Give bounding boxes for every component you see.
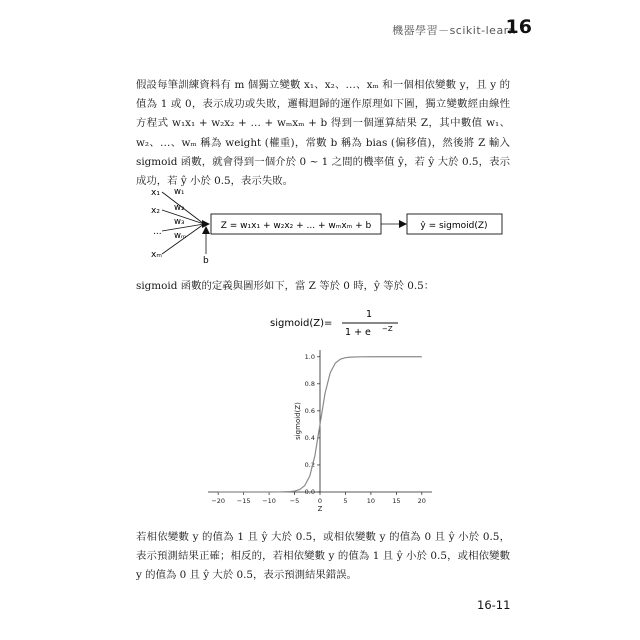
formula-numerator: 1 [365,309,373,320]
weight-w1: w₁ [174,187,185,197]
x-tick-label: 0 [317,497,323,505]
arrowhead-output [399,220,407,228]
x-tick-label: 15 [392,497,401,505]
x-axis-label: Z [317,505,323,513]
weight-w3: w₃ [174,217,185,227]
formula-exponent: −Z [382,325,393,333]
bias-label: b [203,256,209,266]
formula-denominator: 1 + e [345,327,371,338]
linear-equation-text: Z = w₁x₁ + w₂x₂ + ... + wₘxₘ + b [220,221,372,231]
page-number: 16-11 [477,598,511,612]
y-tick-label: 0.2 [304,461,315,470]
formula-lhs: sigmoid(Z)= [270,318,333,329]
weight-w2: w₂ [174,203,185,213]
x-tick-label: −15 [236,497,251,505]
y-tick-label: 0.0 [304,488,315,497]
input-x1: x₁ [151,188,160,198]
x-tick-label: −20 [211,497,226,505]
paragraph-intro: 假設每筆訓練資料有 m 個獨立變數 x₁、x₂、…、xₘ 和一個相依變數 y，且 y 的值為 1 或 0，表示成功或失敗，邏輯迴歸的運作原理如下圖，獨立變數經由線性方程式 w₁x₁ + w₂x₂ + … + wₘxₘ + b 得到一個運算結果 Z，其中數值 w₁、w₂、…、wₘ 稱為 weight (權重)，常數 b 稱為 bias (偏移值)，然後將 Z 輸入 sigmoid 函數，就會得到一個介於 0 ~ 1 之間的機率值 ŷ，若 ŷ 大於 0.5，表示成功，若 ŷ 小於 0.5，表示失敗。 [136,79,510,188]
x-tick-label: 20 [417,497,426,505]
running-header: 機器學習－scikit-learn [392,24,516,37]
paragraph-sigmoid-intro: sigmoid 函數的定義與圖形如下，當 Z 等於 0 時，ŷ 等於 0.5： [136,280,435,292]
x-tick-label: 5 [343,497,348,505]
x-tick-label: 10 [366,497,376,505]
y-tick-label: 0.8 [304,380,315,389]
y-tick-label: 0.6 [304,407,315,416]
input-x2: x₂ [151,206,160,216]
y-axis-label: sigmoid(Z) [294,402,302,440]
y-tick-label: 1.0 [304,352,315,361]
x-tick-label: −10 [262,497,276,505]
sigmoid-chart [200,344,440,514]
chapter-number: 16 [505,16,532,38]
input-xm: xₘ [151,250,162,260]
output-text: ŷ = sigmoid(Z) [420,221,488,231]
weight-wm: wₘ [174,231,187,241]
input-ellipsis: ... [153,227,162,237]
paragraph-prediction-result: 若相依變數 y 的值為 1 且 ŷ 大於 0.5，或相依變數 y 的值為 0 且 ŷ 小於 0.5，表示預測結果正確；相反的，若相依變數 y 的值為 1 且 ŷ 小於 0.5，或相依變數 y 的值為 0 且 ŷ 大於 0.5，表示預測結果錯誤。 [136,531,510,582]
x-tick-label: −5 [289,497,300,505]
logistic-regression-diagram [136,180,516,270]
sigmoid-formula [270,306,410,340]
y-tick-label: 0.4 [304,434,315,443]
